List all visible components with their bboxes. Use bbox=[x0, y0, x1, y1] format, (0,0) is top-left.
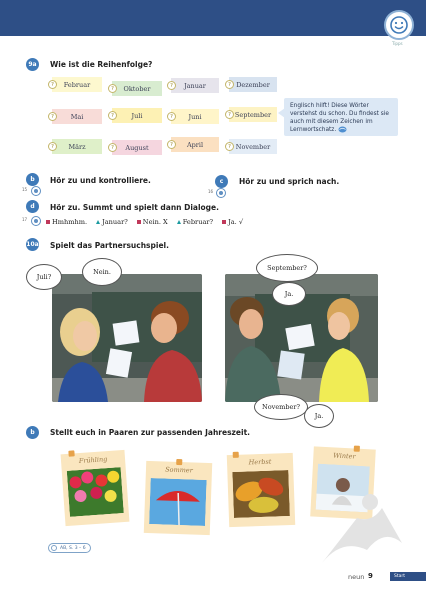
english-note bbox=[284, 98, 398, 136]
dialog-item bbox=[177, 218, 213, 226]
task-10a-text: Spielt das Partnersuchspiel. bbox=[50, 241, 169, 250]
audio-play-icon[interactable] bbox=[216, 188, 226, 198]
month-card[interactable] bbox=[171, 109, 219, 124]
month-label: Mai bbox=[70, 112, 84, 121]
pin-icon bbox=[354, 446, 360, 452]
speech-bubble: Juli? bbox=[26, 264, 62, 290]
month-label: August bbox=[125, 143, 149, 152]
question-mark-icon: ? bbox=[167, 140, 176, 149]
season-photo-spring bbox=[61, 450, 130, 526]
task-9b-text: Hör zu und kontrolliere. bbox=[50, 176, 151, 185]
logo-watermark bbox=[312, 488, 412, 568]
section-tab: Start bbox=[390, 572, 426, 581]
season-label: Frühling bbox=[78, 455, 108, 466]
task-9d-text: Hör zu. Summt und spielt dann Dialoge. bbox=[50, 203, 219, 212]
square-marker-icon bbox=[46, 220, 50, 224]
task-number-9a: 9a bbox=[26, 58, 39, 71]
season-label: Sommer bbox=[165, 465, 193, 475]
question-mark-icon: ? bbox=[48, 112, 57, 121]
task-number-10a: 10a bbox=[26, 238, 39, 251]
dialog-item bbox=[46, 218, 87, 226]
month-card[interactable] bbox=[171, 137, 219, 152]
season-photo-autumn bbox=[227, 453, 295, 527]
question-mark-icon: ? bbox=[48, 142, 57, 151]
dialog-text: Januar? bbox=[102, 218, 128, 226]
dialog-text: Februar? bbox=[182, 218, 214, 226]
speech-bubble: November? bbox=[254, 394, 308, 420]
question-mark-icon: ? bbox=[108, 143, 117, 152]
task-number-10b: b bbox=[26, 426, 39, 439]
triangle-marker-icon bbox=[96, 220, 100, 224]
track-number-16: 16 bbox=[208, 189, 214, 194]
dialog-text: Ja. √ bbox=[228, 218, 244, 226]
question-mark-icon: ? bbox=[167, 112, 176, 121]
pin-icon bbox=[233, 452, 239, 458]
partner-game-photo-left bbox=[52, 274, 202, 402]
month-label: November bbox=[235, 142, 271, 151]
month-card[interactable] bbox=[112, 140, 162, 155]
workbook-reference bbox=[48, 543, 91, 553]
speech-bubble: Ja. bbox=[304, 404, 334, 428]
month-label: Juni bbox=[188, 112, 202, 121]
month-label: September bbox=[234, 110, 272, 119]
workbook-reference-text: AB, S. 3 – 6 bbox=[60, 545, 86, 551]
month-card[interactable] bbox=[112, 81, 162, 96]
month-card[interactable] bbox=[229, 139, 277, 154]
square-marker-icon bbox=[222, 220, 226, 224]
track-number-15: 15 bbox=[22, 187, 28, 192]
question-mark-icon: ? bbox=[167, 81, 176, 90]
globe-icon bbox=[338, 126, 347, 133]
dialog-item bbox=[137, 218, 168, 226]
track-number-17: 17 bbox=[22, 217, 28, 222]
task-9c-text: Hör zu und sprich nach. bbox=[239, 177, 340, 186]
month-label: März bbox=[68, 142, 86, 151]
task-9a-question: Wie ist die Reihenfolge? bbox=[50, 60, 153, 69]
season-photo-summer bbox=[144, 461, 212, 535]
question-mark-icon: ? bbox=[225, 142, 234, 151]
question-mark-icon: ? bbox=[108, 84, 117, 93]
task-number-9b: b bbox=[26, 173, 39, 186]
dialog-item bbox=[96, 218, 128, 226]
question-mark-icon: ? bbox=[48, 80, 57, 89]
month-card[interactable] bbox=[229, 77, 277, 92]
month-label: Februar bbox=[63, 80, 91, 89]
question-mark-icon: ? bbox=[108, 111, 117, 120]
page-word: neun bbox=[348, 573, 365, 581]
task-number-9d: d bbox=[26, 200, 39, 213]
speech-bubble: Ja. bbox=[272, 282, 306, 306]
english-note-text: Englisch hilft! Diese Wörter verstehst du schon. Du findest sie auch mit diesem Zeichen im Lernwortschatz. bbox=[290, 103, 389, 133]
page-number: 9 bbox=[368, 572, 373, 580]
month-label: Juli bbox=[131, 111, 143, 120]
question-mark-icon: ? bbox=[225, 110, 234, 119]
dialog-text: Nein. X bbox=[142, 218, 168, 226]
task-10b-text: Stellt euch in Paaren zur passenden Jahreszeit. bbox=[50, 428, 251, 437]
task-number-9c: c bbox=[215, 175, 228, 188]
square-marker-icon bbox=[137, 220, 141, 224]
smiley-label: Tipps bbox=[392, 41, 403, 46]
month-label: Januar bbox=[184, 81, 206, 90]
audio-play-icon[interactable] bbox=[31, 216, 41, 226]
month-label: Oktober bbox=[123, 84, 151, 93]
month-card[interactable] bbox=[229, 107, 277, 122]
dialog-line bbox=[46, 218, 243, 226]
season-label: Winter bbox=[333, 451, 356, 461]
season-label: Herbst bbox=[248, 457, 272, 467]
month-label: April bbox=[186, 140, 204, 149]
dialog-text: Hmhmhm. bbox=[52, 218, 88, 226]
audio-play-icon[interactable] bbox=[31, 186, 41, 196]
month-card[interactable] bbox=[52, 77, 102, 92]
triangle-marker-icon bbox=[177, 220, 181, 224]
pin-icon bbox=[176, 459, 182, 465]
month-card[interactable] bbox=[112, 108, 162, 123]
speech-bubble: September? bbox=[256, 254, 318, 282]
workbook-icon bbox=[51, 545, 57, 551]
month-label: Dezember bbox=[236, 80, 270, 89]
month-card[interactable] bbox=[52, 139, 102, 154]
top-bar bbox=[0, 0, 426, 36]
smiley-icon bbox=[384, 10, 414, 40]
month-card[interactable] bbox=[52, 109, 102, 124]
dialog-item bbox=[222, 218, 243, 226]
month-card[interactable] bbox=[171, 78, 219, 93]
question-mark-icon: ? bbox=[225, 80, 234, 89]
speech-bubble: Nein. bbox=[82, 258, 122, 286]
pin-icon bbox=[68, 450, 74, 456]
